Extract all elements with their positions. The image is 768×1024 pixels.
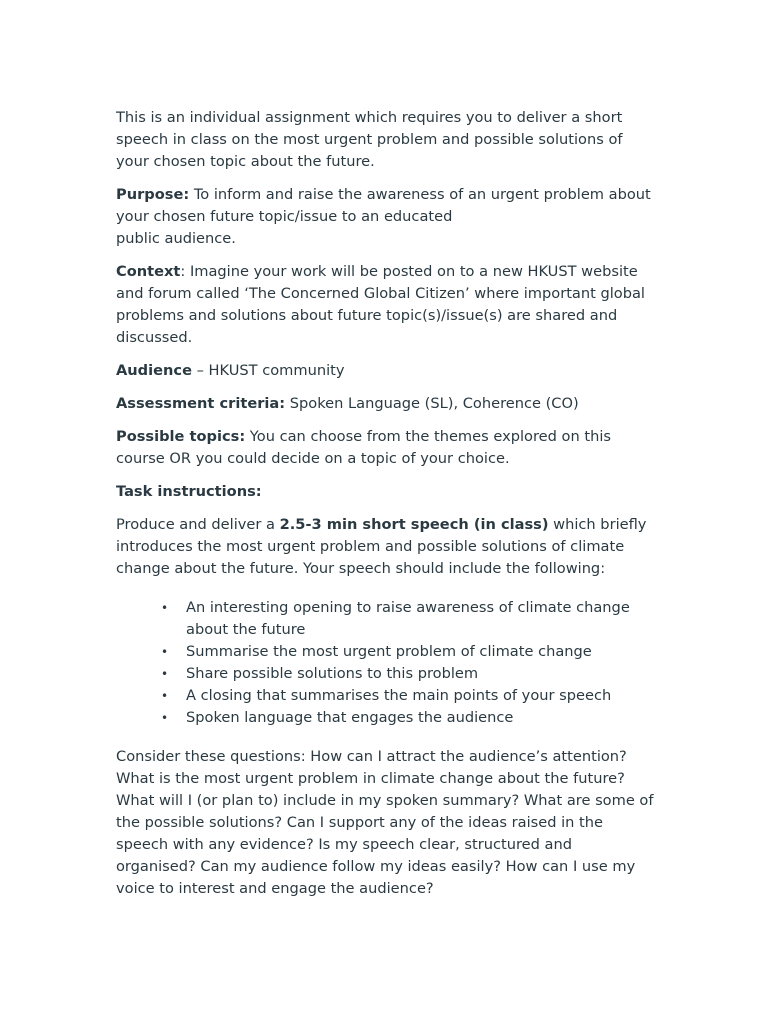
context-text: : Imagine your work will be posted on to a new HKUST website and forum called ‘The Concerned Global Citizen’ where important global problems and solutions about future topic(s)/issue(s) are shared and discussed.	[116, 263, 645, 346]
context-label: Context	[116, 263, 181, 280]
list-item	[116, 641, 656, 663]
bullet-icon: •	[161, 667, 169, 681]
assessment-text: Spoken Language (SL), Coherence (CO)	[285, 395, 579, 412]
list-item	[116, 597, 656, 641]
context-paragraph	[116, 261, 656, 349]
audience-label: Audience	[116, 362, 192, 379]
list-item-text: Summarise the most urgent problem of climate change	[186, 643, 592, 660]
task-text-after: which briefly introduces the most urgent problem and possible solutions of climate change about the future. Your speech should include the following:	[116, 516, 647, 577]
task-paragraph	[116, 514, 656, 580]
task-duration: 2.5-3 min short speech (in class)	[279, 516, 549, 533]
purpose-label: Purpose:	[116, 186, 190, 203]
list-item-text: An interesting opening to raise awareness of climate change about the future	[186, 599, 630, 638]
topics-text: You can choose from the themes explored on this course OR you could decide on a topic of your choice.	[116, 428, 611, 467]
list-item	[116, 663, 656, 685]
bullet-icon: •	[161, 711, 169, 725]
assignment-document	[116, 107, 656, 911]
task-heading-paragraph	[116, 481, 656, 503]
bullet-icon: •	[161, 601, 169, 615]
task-text-before: Produce and deliver a	[116, 516, 280, 533]
list-item-text: Spoken language that engages the audience	[186, 709, 514, 726]
bullet-icon: •	[161, 689, 169, 703]
topics-paragraph	[116, 426, 656, 470]
purpose-text: To inform and raise the awareness of an urgent problem about your chosen future topic/issue to an educated	[116, 186, 651, 225]
list-item	[116, 707, 656, 729]
task-heading: Task instructions:	[116, 483, 262, 500]
bullet-icon: •	[161, 645, 169, 659]
purpose-text-continued: public audience.	[116, 230, 236, 247]
assessment-paragraph	[116, 393, 656, 415]
assessment-label: Assessment criteria:	[116, 395, 286, 412]
intro-paragraph: This is an individual assignment which requires you to deliver a short speech in class on the most urgent problem and possible solutions of your chosen topic about the future.	[116, 109, 623, 170]
audience-paragraph	[116, 360, 656, 382]
purpose-paragraph	[116, 184, 656, 250]
list-item-text: Share possible solutions to this problem	[186, 665, 479, 682]
questions-paragraph: Consider these questions: How can I attract the audience’s attention? What is the most urgent problem in climate change about the future? What will I (or plan to) include in my spoken summary? What are some of the possible solutions? Can I support any of the ideas raised in the speech with any evidence? Is my speech clear, structured and organised? Can my audience follow my ideas easily? How can I use my voice to interest and engage the audience?	[116, 748, 654, 897]
requirements-list	[116, 597, 656, 729]
list-item	[116, 685, 656, 707]
audience-text: – HKUST community	[191, 362, 345, 379]
list-item-text: A closing that summarises the main points of your speech	[186, 687, 612, 704]
topics-label: Possible topics:	[116, 428, 246, 445]
